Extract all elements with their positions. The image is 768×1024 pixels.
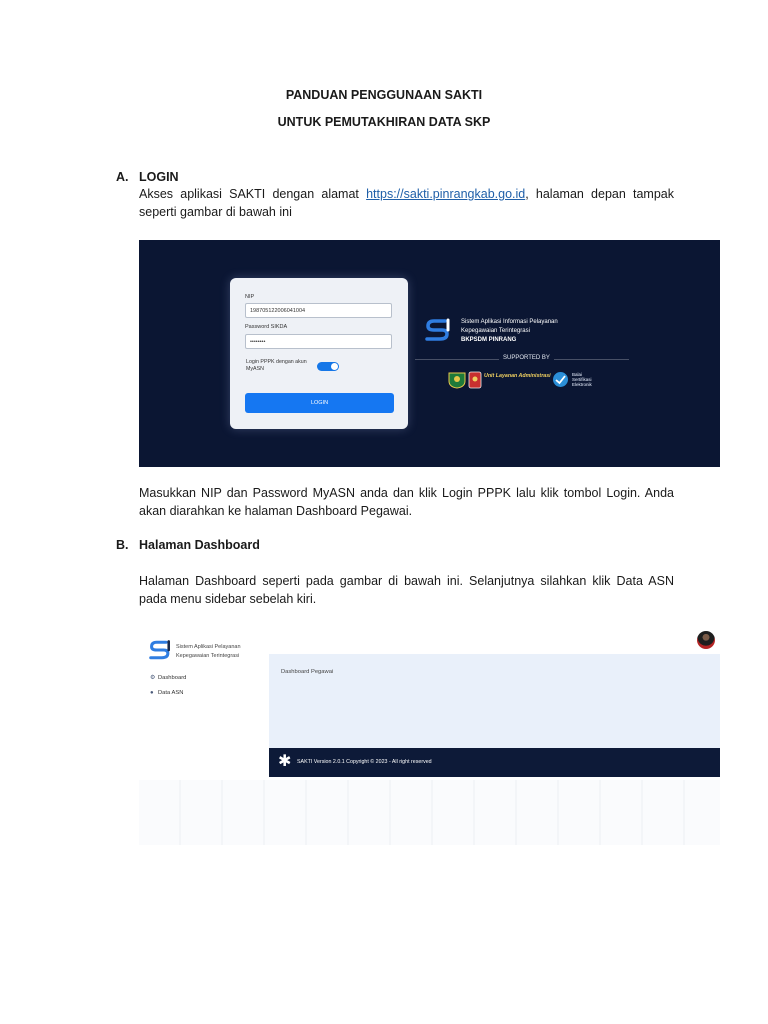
brand-line-1: Sistem Aplikasi Informasi Pelayanan: [461, 319, 558, 325]
document-subtitle: UNTUK PEMUTAKHIRAN DATA SKP: [277, 115, 491, 129]
login-button[interactable]: LOGIN: [245, 393, 394, 413]
sidebar-item-data-asn[interactable]: [150, 690, 183, 696]
unit-layanan-label: Unit Layanan Administrasi: [484, 373, 551, 379]
sakti-logo-icon: [149, 639, 173, 661]
section-b-number: B.: [116, 538, 129, 552]
gear-icon: ✱: [278, 753, 292, 770]
brand-line-3: BKPSDM PINRANG: [461, 337, 517, 343]
pppk-toggle-label: Login PPPK dengan akun MyASN: [246, 359, 307, 372]
footer-copyright: SAKTI Version 2.0.1 Copyright © 2023 - All right reserved: [297, 759, 432, 765]
sidebar-item-dashboard[interactable]: [150, 674, 186, 681]
avatar[interactable]: [697, 631, 715, 649]
faded-background: [139, 780, 720, 845]
section-b-paragraph: Halaman Dashboard seperti pada gambar di bawah ini. Selanjutnya silahkan klik Data ASN pada menu sidebar sebelah kiri.: [139, 574, 674, 606]
dashboard-icon: ⚙: [150, 675, 156, 681]
section-a-title: LOGIN: [139, 170, 179, 184]
login-card: [230, 278, 408, 429]
section-a-paragraph-2: Masukkan NIP dan Password MyASN anda dan klik Login PPPK lalu klik tombol Login. Anda akan diarahkan ke halaman Dashboard Pegawai.: [139, 486, 674, 518]
dashboard-screenshot: [139, 630, 720, 845]
sakti-url-link[interactable]: https://sakti.pinrangkab.go.id: [366, 187, 526, 201]
login-screenshot: [139, 240, 720, 467]
page-title: Dashboard Pegawai: [281, 669, 334, 675]
password-input[interactable]: ••••••••: [245, 334, 392, 349]
document-title: PANDUAN PENGGUNAAN SAKTI: [285, 88, 483, 102]
section-b-title: Halaman Dashboard: [139, 538, 260, 552]
dash-brand-line-2: Kepegawaian Terintegrasi: [176, 653, 240, 659]
sakti-logo-icon: [425, 318, 453, 342]
nip-input[interactable]: 198705122006041004: [245, 303, 392, 318]
dashboard-main-panel: [269, 654, 720, 748]
sidebar-item-label: Dashboard: [158, 675, 187, 681]
password-label: Password SIKDA: [245, 324, 288, 330]
nip-label: NIP: [245, 294, 255, 300]
section-a-paragraph-1: Akses aplikasi SAKTI dengan alamat https://sakti.pinrangkab.go.id, halaman depan tampak seperti gambar di bawah ini: [139, 187, 674, 219]
institution-emblem-icon: [468, 371, 482, 389]
bsre-label: Balai Sertifikasi Elektronik: [572, 372, 592, 387]
brand-line-2: Kepegawaian Terintegrasi: [461, 328, 530, 334]
pppk-toggle[interactable]: [317, 362, 339, 371]
sidebar-item-label: Data ASN: [158, 690, 184, 696]
supported-by-label: SUPPORTED BY: [499, 355, 554, 361]
bsre-logo-icon: [552, 371, 569, 388]
pinrang-emblem-icon: [447, 371, 467, 389]
user-icon: ●: [150, 690, 154, 696]
section-a-number: A.: [116, 170, 129, 184]
dash-brand-line-1: Sistem Aplikasi Pelayanan: [176, 644, 241, 650]
dashboard-footer: [269, 748, 720, 777]
